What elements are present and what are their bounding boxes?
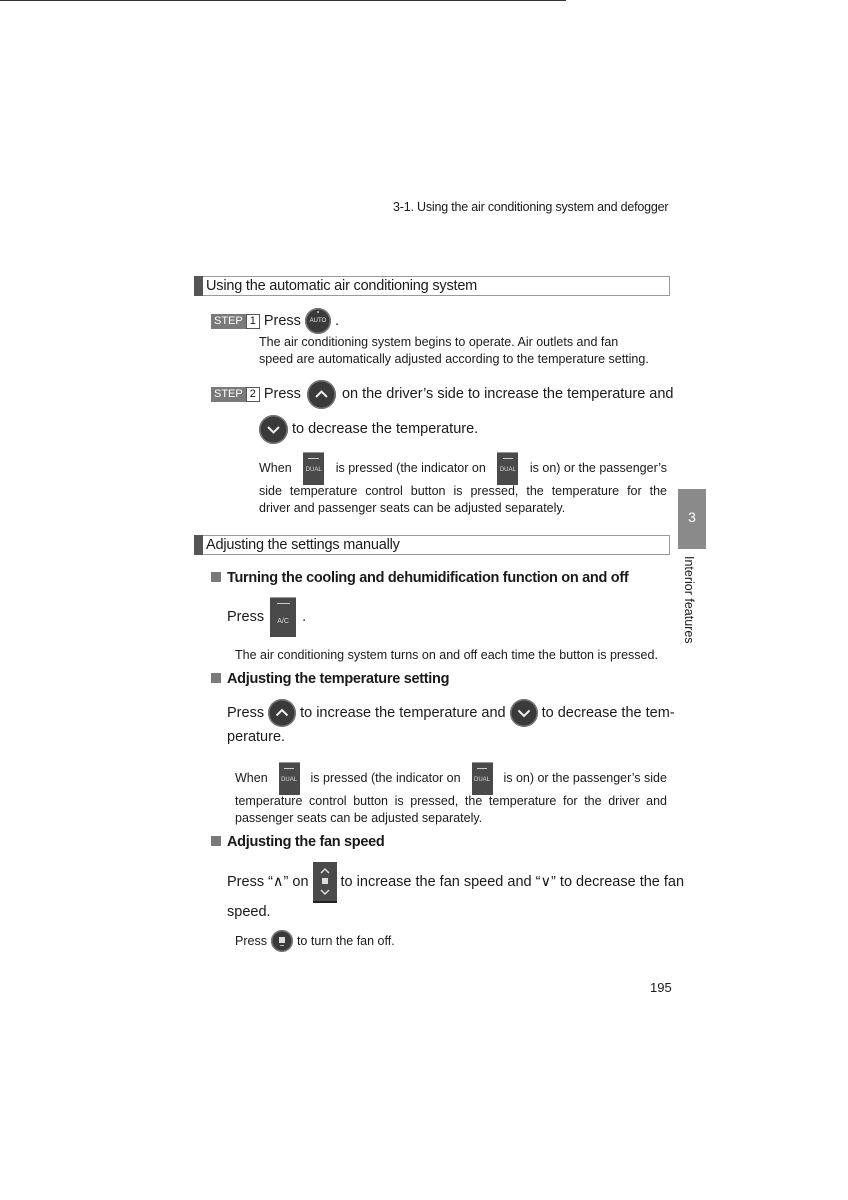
cooling-desc: The air conditioning system turns on and off each time the button is pressed. xyxy=(235,648,658,662)
section-header-manual xyxy=(194,535,670,555)
fan-line2: speed. xyxy=(227,904,271,920)
down-chevron-icon xyxy=(510,699,538,727)
temperature-note-line2: temperature control button is pressed, the temperature for the driver and xyxy=(235,794,667,808)
page-number: 195 xyxy=(650,980,672,995)
temperature-heading: Adjusting the temperature setting xyxy=(211,671,449,687)
dual-button[interactable]: DUAL xyxy=(303,452,324,485)
header-rule xyxy=(0,0,566,1)
step2-note-line2: side temperature control button is pressed, the temperature for the xyxy=(259,484,667,498)
temperature-note-line1: When DUAL is pressed (the indicator on DUAL is on) or the passenger’s side xyxy=(235,761,667,795)
chapter-tab-label: Interior features xyxy=(682,556,696,644)
dual-button[interactable]: DUAL xyxy=(279,762,300,795)
dual-indicator: DUAL xyxy=(472,762,493,795)
chapter-tab[interactable]: 3 xyxy=(678,489,706,549)
chapter-header: 3-1. Using the air conditioning system and defogger xyxy=(393,200,669,214)
step2-note-line1: When DUAL is pressed (the indicator on DUAL is on) or the passenger’s xyxy=(259,451,667,485)
up-chevron-icon xyxy=(268,699,296,727)
fan-icon xyxy=(271,930,293,952)
fan-off-line: Press to turn the fan off. xyxy=(235,929,395,953)
temp-up-button[interactable] xyxy=(307,380,336,409)
step2-note-line3: driver and passenger seats can be adjusted separately. xyxy=(259,501,566,515)
section-header-auto xyxy=(194,276,670,296)
section-bar xyxy=(194,535,203,555)
fan-speed-button[interactable] xyxy=(313,862,337,903)
section-title: Using the automatic air conditioning system xyxy=(206,278,478,294)
down-chevron-icon xyxy=(259,415,288,444)
temperature-line2: perature. xyxy=(227,729,286,745)
bullet-square xyxy=(211,836,221,846)
step2-badge: STEP 2 xyxy=(211,387,260,402)
temperature-note-line3: passenger seats can be adjusted separately. xyxy=(235,811,483,825)
step2-line2: to decrease the temperature. xyxy=(259,414,478,444)
fan-line1: Press “∧” on to increase the fan speed and “∨” to decrease the fan xyxy=(227,861,667,903)
step1-badge: STEP 1 xyxy=(211,314,260,329)
dual-indicator: DUAL xyxy=(497,452,518,485)
temp-down-button[interactable] xyxy=(259,415,288,444)
cooling-heading: Turning the cooling and dehumidification function on and off xyxy=(211,570,628,586)
bullet-square xyxy=(211,673,221,683)
fan-off-button[interactable] xyxy=(271,930,293,952)
section-bar xyxy=(194,276,203,296)
up-chevron-icon xyxy=(307,380,336,409)
ac-button[interactable]: A/C xyxy=(270,597,296,637)
bullet-square xyxy=(211,572,221,582)
auto-button-label: AUTO xyxy=(309,318,327,324)
step1-press-text: Press xyxy=(263,313,301,329)
fan-heading: Adjusting the fan speed xyxy=(211,834,384,850)
temp-down-button[interactable] xyxy=(510,699,538,727)
section-title: Adjusting the settings manually xyxy=(206,537,400,553)
step1-desc-line1: The air conditioning system begins to operate. Air outlets and fan xyxy=(259,335,619,349)
step1-desc-line2: speed are automatically adjusted according to the temperature setting. xyxy=(259,352,649,366)
step2-line: STEP 2 Press on the driver’s side to increase the temperature and xyxy=(211,379,673,409)
temperature-line1: Press to increase the temperature and to decrease the tem- xyxy=(227,698,667,728)
fan-rocker-icon xyxy=(313,862,337,901)
cooling-press-line: Press A/C . xyxy=(227,597,306,637)
step1-line: STEP 1 Press AUTO . xyxy=(211,308,339,334)
temp-up-button[interactable] xyxy=(268,699,296,727)
auto-button[interactable] xyxy=(305,308,331,334)
